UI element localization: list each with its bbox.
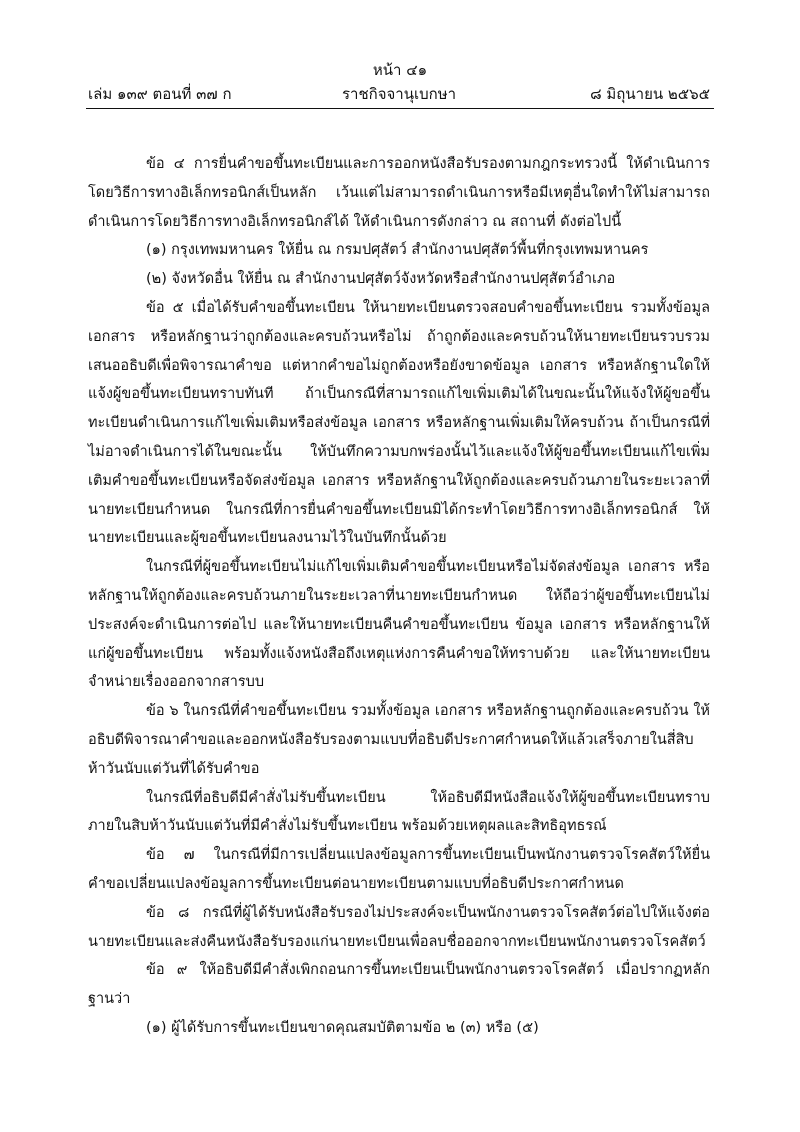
clause-9: ข้อ ๙ ให้อธิบดีมีคำสั่งเพิกถอนการขึ้นทะเบียนเป็นพนักงานตรวจโรคสัตว์ เมื่อปรากฏหลักฐานว่า (88, 962, 710, 1008)
clause-5-paragraph-2: ในกรณีที่ผู้ขอขึ้นทะเบียนไม่แก้ไขเพิ่มเติมคำขอขึ้นทะเบียนหรือไม่จัดส่งข้อมูล เอกสาร หรือหลักฐานให้ถูกต้องและครบถ้วนภายในระยะเวลาที่นายทะเบียนกำหนด ให้ถือว่าผู้ขอขึ้นทะเบียนไม่ประสงค์จะดำเนินการต่อไป และให้นายทะเบียนคืนคำขอขึ้นทะเบียน ข้อมูล เอกสาร หรือหลักฐานให้แก่ผู้ขอขึ้นทะเบียน พร้อมทั้งแจ้งหนังสือถึงเหตุแห่งการคืนคำขอให้ทราบด้วย และให้นายทะเบียนจำหน่ายเรื่องออกจากสารบบ (88, 559, 710, 691)
clause-9-item-1: (๑) ผู้ได้รับการขึ้นทะเบียนขาดคุณสมบัติตามข้อ ๒ (๓) หรือ (๕) (146, 1019, 539, 1036)
header-divider (86, 108, 714, 109)
document-body (88, 150, 710, 1043)
volume-issue: เล่ม ๑๓๙ ตอนที่ ๓๗ ก (88, 85, 232, 103)
clause-5: ข้อ ๕ เมื่อได้รับคำขอขึ้นทะเบียน ให้นายทะเบียนตรวจสอบคำขอขึ้นทะเบียน รวมทั้งข้อมูล เอกสาร หรือหลักฐานว่าถูกต้องและครบถ้วนหรือไม่ ถ้าถูกต้องและครบถ้วนให้นายทะเบียนรวบรวมเสนออธิบดีเพื่อพิจารณาคำขอ แต่หากคำขอไม่ถูกต้องหรือยังขาดข้อมูล เอกสาร หรือหลักฐานใดให้แจ้งผู้ขอขึ้นทะเบียนทราบทันที ถ้าเป็นกรณีที่สามารถแก้ไขเพิ่มเติมได้ในขณะนั้นให้แจ้งให้ผู้ขอขึ้นทะเบียนดำเนินการแก้ไขเพิ่มเติมหรือส่งข้อมูล เอกสาร หรือหลักฐานเพิ่มเติมให้ครบถ้วน ถ้าเป็นกรณีที่ไม่อาจดำเนินการได้ในขณะนั้น ให้บันทึกความบกพร่องนั้นไว้และแจ้งให้ผู้ขอขึ้นทะเบียนแก้ไขเพิ่มเติมคำขอขึ้นทะเบียนหรือจัดส่งข้อมูล เอกสาร หรือหลักฐานให้ถูกต้องและครบถ้วนภายในระยะเวลาที่นายทะเบียนกำหนด ในกรณีที่การยื่นคำขอขึ้นทะเบียนมิได้กระทำโดยวิธีการทางอิเล็กทรอนิกส์ ให้นายทะเบียนและผู้ขอขึ้นทะเบียนลงนามไว้ในบันทึกนั้นด้วย (88, 299, 710, 547)
gazette-header (88, 82, 710, 106)
clause-6-paragraph-2: ในกรณีที่อธิบดีมีคำสั่งไม่รับขึ้นทะเบียน ให้อธิบดีมีหนังสือแจ้งให้ผู้ขอขึ้นทะเบียนทราบภายในสิบห้าวันนับแต่วันที่มีคำสั่งไม่รับขึ้นทะเบียน พร้อมด้วยเหตุผลและสิทธิอุทธรณ์ (88, 789, 710, 835)
gazette-title: ราชกิจจานุเบกษา (341, 85, 457, 103)
clause-7: ข้อ ๗ ในกรณีที่มีการเปลี่ยนแปลงข้อมูลการขึ้นทะเบียนเป็นพนักงานตรวจโรคสัตว์ให้ยื่นคำขอเปลี่ยนแปลงข้อมูลการขึ้นทะเบียนต่อนายทะเบียนตามแบบที่อธิบดีประกาศกำหนด (88, 847, 710, 892)
clause-4-item-2: (๒) จังหวัดอื่น ให้ยื่น ณ สำนักงานปศุสัตว์จังหวัดหรือสำนักงานปศุสัตว์อำเภอ (146, 271, 616, 288)
publication-date: ๘ มิถุนายน ๒๕๖๕ (590, 85, 710, 103)
clause-4-item-1: (๑) กรุงเทพมหานคร ให้ยื่น ณ กรมปศุสัตว์ สำนักงานปศุสัตว์พื้นที่กรุงเทพมหานคร (146, 242, 649, 259)
page-number: หน้า ๔๑ (372, 61, 428, 79)
clause-6: ข้อ ๖ ในกรณีที่คำขอขึ้นทะเบียน รวมทั้งข้อมูล เอกสาร หรือหลักฐานถูกต้องและครบถ้วน ให้อธิบดีพิจารณาคำขอและออกหนังสือรับรองตามแบบที่อธิบดีประกาศกำหนดให้แล้วเสร็จภายในสี่สิบห้าวันนับแต่วันที่ได้รับคำขอ (88, 703, 710, 777)
clause-8: ข้อ ๘ กรณีที่ผู้ได้รับหนังสือรับรองไม่ประสงค์จะเป็นพนักงานตรวจโรคสัตว์ต่อไปให้แจ้งต่อนายทะเบียนและส่งคืนหนังสือรับรองแก่นายทะเบียนเพื่อลบชื่อออกจากทะเบียนพนักงานตรวจโรคสัตว์ (88, 904, 710, 950)
clause-4: ข้อ ๔ การยื่นคำขอขึ้นทะเบียนและการออกหนังสือรับรองตามกฎกระทรวงนี้ ให้ดำเนินการโดยวิธีการทางอิเล็กทรอนิกส์เป็นหลัก เว้นแต่ไม่สามารถดำเนินการหรือมีเหตุอื่นใดทำให้ไม่สามารถดำเนินการโดยวิธีการทางอิเล็กทรอนิกส์ได้ ให้ดำเนินการดังกล่าว ณ สถานที่ ดังต่อไปนี้ (88, 156, 710, 230)
